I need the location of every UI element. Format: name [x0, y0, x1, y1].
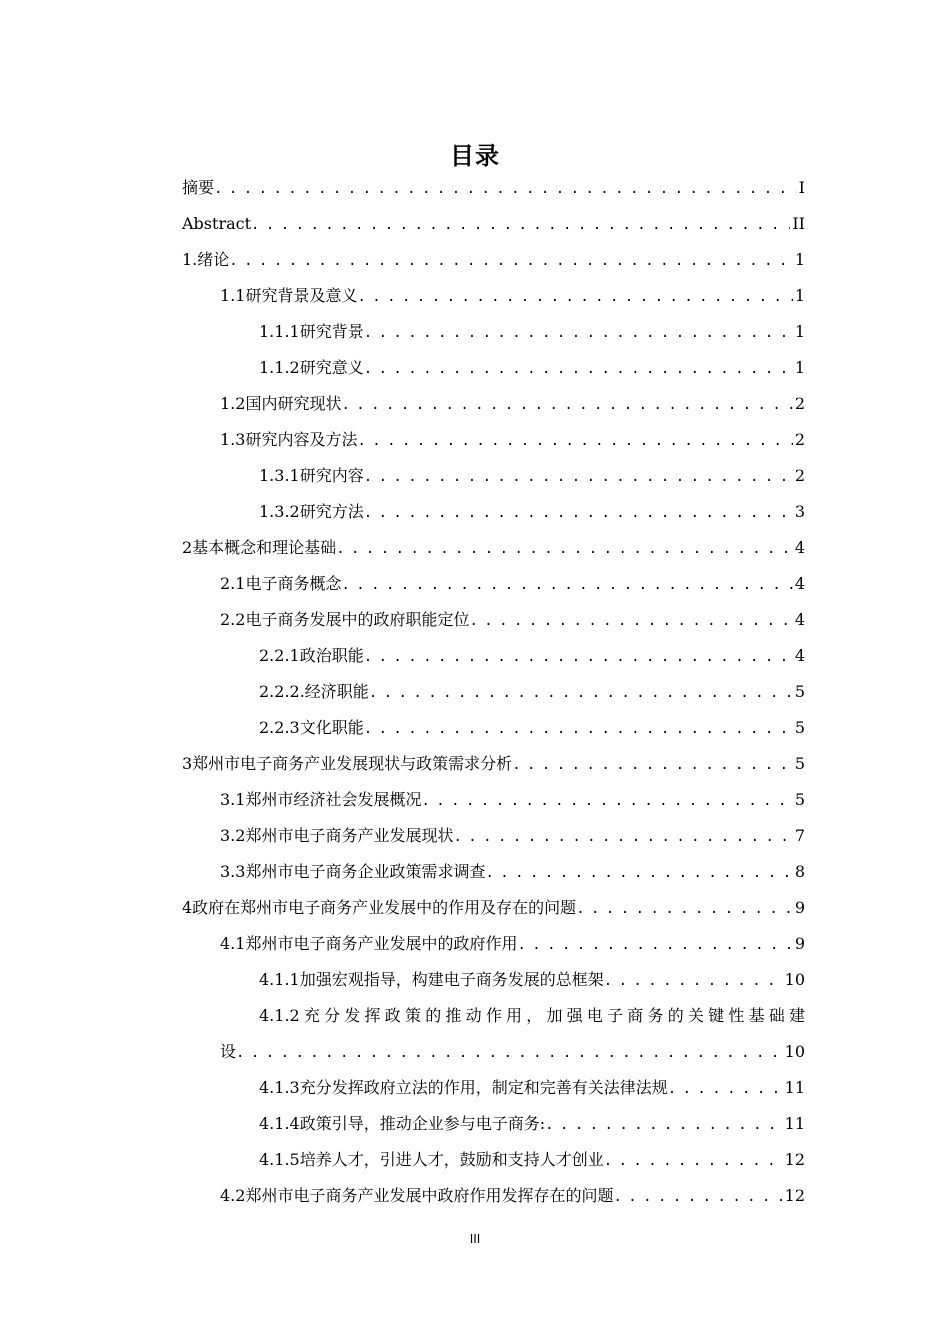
dot-leader: [512, 747, 793, 783]
dot-leader: [364, 459, 793, 495]
dot-leader: [545, 1107, 783, 1143]
toc-entry-page: 4: [794, 538, 805, 557]
toc-entry[interactable]: [259, 710, 805, 746]
toc-entry-page: 9: [794, 898, 805, 917]
toc-entry[interactable]: [220, 818, 805, 854]
dot-leader: [357, 279, 792, 315]
toc-entry-title: 4.1.4政策引导，推动企业参与电子商务:: [259, 1114, 546, 1133]
toc-entry-page: 12: [784, 1150, 805, 1169]
toc-entry-title: 1.1.2研究意义: [259, 358, 364, 377]
toc-entry-title: 4政府在郑州市电子商务产业发展中的作用及存在的问题: [182, 898, 577, 917]
toc-entry[interactable]: [182, 170, 805, 206]
toc-entry[interactable]: [182, 242, 805, 278]
toc-entry[interactable]: [259, 314, 805, 350]
toc-entry-page: 11: [784, 1114, 805, 1133]
toc-entry-page: 9: [794, 934, 805, 953]
toc-entry-title: 2.2.1政治职能: [259, 646, 364, 665]
toc-entry[interactable]: [220, 1178, 805, 1214]
dot-leader: [364, 711, 793, 747]
toc-entry-page: 3: [794, 502, 805, 521]
dot-leader: [364, 639, 793, 675]
dot-leader: [517, 927, 792, 963]
toc-entry-title: 设: [220, 1042, 237, 1061]
toc-entry[interactable]: [182, 890, 805, 926]
dot-leader: [336, 531, 793, 567]
toc-entry-title: 1.1.1研究背景: [259, 322, 364, 341]
toc-entry-title: 3.2郑州市电子商务产业发展现状: [220, 826, 454, 845]
toc-entry-title: 1.1研究背景及意义: [220, 286, 358, 305]
toc-entry[interactable]: [259, 962, 805, 998]
toc-entry[interactable]: [220, 854, 805, 890]
toc-entry[interactable]: [220, 926, 805, 962]
toc-entry-title: 1.绪论: [182, 250, 230, 269]
toc-entry[interactable]: [220, 422, 805, 458]
toc-entry[interactable]: [259, 1070, 805, 1106]
dot-leader: [341, 567, 792, 603]
toc-entry-page: 4: [794, 574, 805, 593]
toc-entry[interactable]: [220, 386, 805, 422]
toc-entry-page: 7: [794, 826, 805, 845]
toc-entry-page: 2: [794, 394, 805, 413]
toc-entry-page: 5: [794, 754, 805, 773]
toc-entry-page: 2: [794, 430, 805, 449]
toc-entry-title: 2基本概念和理论基础: [182, 538, 337, 557]
toc-entry-page: 11: [784, 1078, 805, 1097]
toc-entry-title: 1.3.2研究方法: [259, 502, 364, 521]
dot-leader: [229, 243, 793, 279]
toc-entry[interactable]: [259, 494, 805, 530]
dot-leader: [357, 423, 792, 459]
page-number-footer: III: [469, 1232, 481, 1246]
toc-entry-title: 1.3研究内容及方法: [220, 430, 358, 449]
toc-entry-page: 1: [794, 322, 805, 341]
toc-entry[interactable]: [182, 206, 805, 242]
page-title: 目录: [450, 142, 500, 170]
toc-entry[interactable]: [220, 278, 805, 314]
toc-entry-title: Abstract: [182, 214, 252, 233]
toc-entry-title: 1.3.1研究内容: [259, 466, 364, 485]
dot-leader: [421, 783, 792, 819]
toc-entry-page: 4: [794, 610, 805, 629]
toc-entry-title: 摘要: [182, 178, 215, 197]
dot-leader: [485, 855, 792, 891]
toc-entry[interactable]: [259, 638, 805, 674]
toc-entry-title: 3郑州市电子商务产业发展现状与政策需求分析: [182, 754, 513, 773]
toc-entry-title: 4.1.3充分发挥政府立法的作用，制定和完善有关法律法规: [259, 1078, 668, 1097]
toc-entry-title: 4.1郑州市电子商务产业发展中的政府作用: [220, 934, 518, 953]
toc-entry-title: 2.2.3文化职能: [259, 718, 364, 737]
toc-entry-page: 10: [784, 970, 805, 989]
toc-entry-title: 3.3郑州市电子商务企业政策需求调查: [220, 862, 486, 881]
toc-entry-title: 1.2国内研究现状: [220, 394, 342, 413]
toc-entry-page: 10: [784, 1042, 805, 1061]
toc-entry-page: II: [792, 214, 805, 233]
dot-leader: [576, 891, 793, 927]
toc-entry[interactable]: [259, 1142, 805, 1178]
dot-leader: [453, 819, 792, 855]
dot-leader: [364, 495, 793, 531]
toc-entry-page: 12: [784, 1186, 805, 1205]
toc-entry[interactable]: [259, 350, 805, 386]
toc-entry[interactable]: [259, 674, 805, 710]
dot-leader: [364, 351, 793, 387]
dot-leader: [604, 1143, 783, 1179]
toc-entry-title: 2.1电子商务概念: [220, 574, 342, 593]
toc-entry-page: 5: [794, 682, 805, 701]
dot-leader: [668, 1071, 783, 1107]
toc-entry-page: 5: [794, 790, 805, 809]
toc-entry-title: 4.1.1加强宏观指导，构建电子商务发展的总框架: [259, 970, 604, 989]
toc-entry-page: 1: [794, 286, 805, 305]
toc-entry-page: 8: [794, 862, 805, 881]
dot-leader: [613, 1179, 782, 1215]
toc-entry-page: 1: [794, 358, 805, 377]
dot-leader: [236, 1035, 783, 1071]
toc-entry-page: 4: [794, 646, 805, 665]
dot-leader: [604, 963, 783, 999]
toc-entry[interactable]: [220, 602, 805, 638]
dot-leader: [364, 315, 793, 351]
dot-leader: [251, 207, 790, 243]
toc-entry[interactable]: [220, 1034, 805, 1070]
dot-leader: [469, 603, 792, 639]
dot-leader: [369, 675, 793, 711]
toc-entry-title: 4.2郑州市电子商务产业发展中政府作用发挥存在的问题: [220, 1186, 614, 1205]
toc-entry-page: 5: [794, 718, 805, 737]
toc-entry-wrapped-line[interactable]: 4.1.2充分发挥政策的推动作用，加强电子商务的关键性基础建: [259, 1006, 805, 1025]
toc-entry[interactable]: [182, 746, 805, 782]
toc-entry-page: 2: [794, 466, 805, 485]
toc-entry[interactable]: [259, 458, 805, 494]
toc-entry[interactable]: [220, 566, 805, 602]
toc-entry[interactable]: [259, 1106, 805, 1142]
toc-entry-title: 2.2电子商务发展中的政府职能定位: [220, 610, 470, 629]
toc-entry[interactable]: [220, 782, 805, 818]
toc-entry-title: 4.1.5培养人才，引进人才，鼓励和支持人才创业: [259, 1150, 604, 1169]
toc-entry-title: 2.2.2.经济职能: [259, 682, 369, 701]
toc-entry-page: I: [798, 178, 805, 197]
toc-entry-page: 1: [794, 250, 805, 269]
dot-leader: [341, 387, 792, 423]
toc-entry-title: 3.1郑州市经济社会发展概况: [220, 790, 422, 809]
toc-entry[interactable]: [182, 530, 805, 566]
dot-leader: [214, 171, 797, 207]
